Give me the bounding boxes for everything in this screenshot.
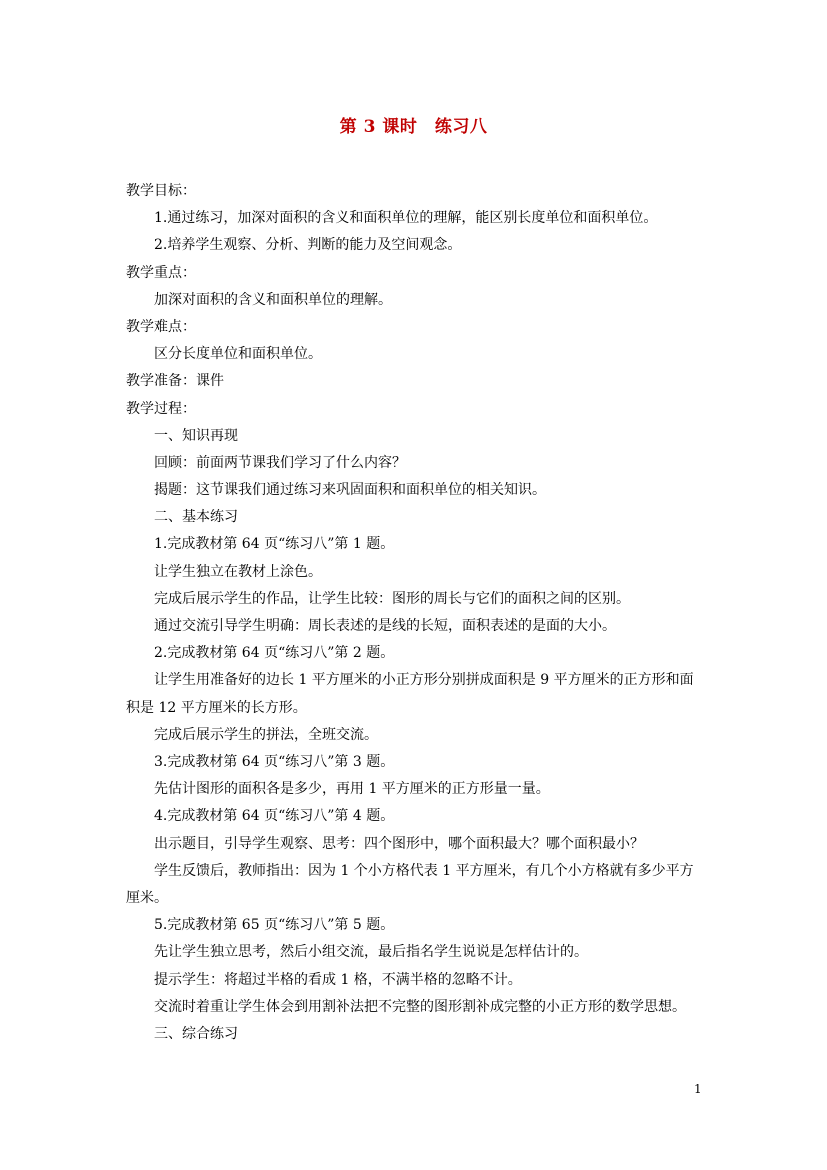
paragraph-line: 通过交流引导学生明确：周长表述的是线的长短，面积表述的是面的大小。 — [154, 618, 616, 634]
paragraph-line: 出示题目，引导学生观察、思考：四个图形中，哪个面积最大？哪个面积最小？ — [154, 835, 644, 852]
paragraph-line: 2.完成教材第 64 页“练习八”第 2 题。 — [154, 645, 395, 662]
paragraph-line: 教学过程： — [126, 400, 196, 417]
paragraph-line: 区分长度单位和面积单位。 — [154, 346, 322, 363]
paragraph-line: 1.完成教材第 64 页“练习八”第 1 题。 — [154, 536, 395, 553]
paragraph-line: 3.完成教材第 64 页“练习八”第 3 题。 — [154, 753, 395, 770]
paragraph-line: 让学生用准备好的边长 1 平方厘米的小正方形分别拼成面积是 9 平方厘米的正方形和面积是 12 平方厘米的长方形。 — [126, 672, 694, 716]
paragraph-line: 教学准备：课件 — [126, 373, 224, 390]
paragraph-line: 完成后展示学生的作品，让学生比较：图形的周长与它们的面积之间的区别。 — [154, 590, 630, 607]
paragraph-line: 回顾：前面两节课我们学习了什么内容？ — [154, 454, 406, 471]
paragraph-line: 完成后展示学生的拼法，全班交流。 — [154, 726, 378, 743]
paragraph-line: 二、基本练习 — [154, 509, 238, 526]
paragraph-line: 教学难点： — [126, 318, 196, 335]
paragraph-line: 4.完成教材第 64 页“练习八”第 4 题。 — [154, 808, 395, 825]
paragraph-line: 加深对面积的含义和面积单位的理解。 — [154, 291, 392, 308]
paragraph-line: 交流时着重让学生体会到用割补法把不完整的图形割补成完整的小正方形的数学思想。 — [154, 998, 686, 1015]
paragraph-line: 教学目标： — [126, 183, 196, 199]
paragraph-line: 5.完成教材第 65 页“练习八”第 5 题。 — [154, 917, 395, 934]
paragraph-line: 提示学生：将超过半格的看成 1 格，不满半格的忽略不计。 — [154, 971, 522, 988]
paragraph-line: 三、综合练习 — [154, 1025, 238, 1042]
page-number: 1 — [694, 1082, 702, 1096]
paragraph-line: 揭题：这节课我们通过练习来巩固面积和面积单位的相关知识。 — [154, 482, 546, 499]
paragraph-line: 让学生独立在教材上涂色。 — [154, 563, 322, 580]
paragraph-line: 学生反馈后，教师指出：因为 1 个小方格代表 1 平方厘米，有几个小方格就有多少平方厘米。 — [126, 862, 694, 906]
lesson-body — [126, 178, 706, 1048]
paragraph-line: 先让学生独立思考，然后小组交流，最后指名学生说说是怎样估计的。 — [154, 944, 588, 961]
paragraph-line: 先估计图形的面积各是多少，再用 1 平方厘米的正方形量一量。 — [154, 781, 550, 798]
paragraph-line: 1.通过练习，加深对面积的含义和面积单位的理解，能区别长度单位和面积单位。 — [154, 210, 658, 227]
paragraph-line: 教学重点： — [126, 264, 196, 281]
lesson-title: 第 3 课时 练习八 — [339, 117, 488, 137]
paragraph-line: 2.培养学生观察、分析、判断的能力及空间观念。 — [154, 237, 462, 254]
paragraph-line: 一、知识再现 — [154, 427, 238, 444]
